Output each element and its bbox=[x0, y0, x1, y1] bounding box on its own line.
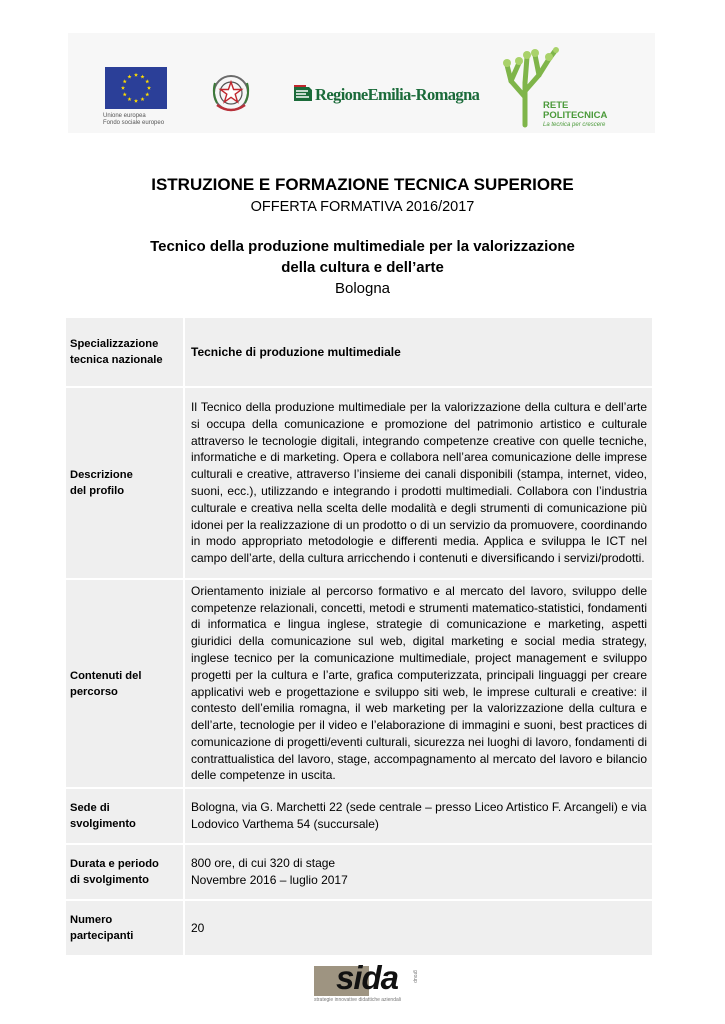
table-row bbox=[66, 845, 652, 899]
row-label-line-1: Durata e periodo bbox=[70, 858, 159, 870]
eu-star-icon bbox=[123, 92, 127, 96]
region-mark-icon bbox=[293, 85, 313, 103]
row-value bbox=[185, 789, 652, 843]
row-label bbox=[66, 388, 185, 578]
network-tagline: La tecnica per crescere bbox=[543, 122, 606, 128]
row-value-line-2: Lodovico Varthema 54 (succursale) bbox=[191, 817, 379, 831]
emblem-icon bbox=[208, 71, 254, 117]
table-row bbox=[66, 789, 652, 843]
eu-star-icon bbox=[145, 92, 149, 96]
eu-caption bbox=[103, 113, 173, 127]
row-value-line-1: 800 ore, di cui 320 di stage bbox=[191, 856, 336, 871]
eu-star-icon bbox=[127, 75, 131, 79]
network-name-line-1: RETE bbox=[543, 100, 569, 111]
eu-star-icon bbox=[123, 79, 127, 83]
row-label-line-2: partecipanti bbox=[70, 930, 134, 942]
network-name-line-2: POLITECNICA bbox=[543, 110, 608, 121]
row-label bbox=[66, 318, 185, 386]
row-label bbox=[66, 580, 185, 787]
row-label-line-1: Contenuti del bbox=[70, 669, 142, 682]
eu-star-icon bbox=[140, 97, 144, 101]
course-title-line-2: della cultura e dell’arte bbox=[281, 259, 444, 276]
eu-star-icon bbox=[140, 75, 144, 79]
eu-star-icon bbox=[145, 79, 149, 83]
table-row bbox=[66, 901, 652, 955]
row-label-line-2: tecnica nazionale bbox=[70, 354, 163, 366]
eu-star-icon bbox=[127, 97, 131, 101]
row-label bbox=[66, 789, 185, 843]
row-label bbox=[66, 845, 185, 899]
sida-logo bbox=[314, 959, 434, 1003]
eu-star-icon bbox=[121, 86, 125, 90]
regione-emilia-romagna-logo bbox=[293, 85, 480, 105]
sida-side-label: group bbox=[412, 970, 418, 983]
row-value-line-1: Bologna, via G. Marchetti 22 (sede centrale – presso Liceo Artistico F. Arcangeli) e via bbox=[191, 800, 647, 815]
row-label-line-1: Sede di bbox=[70, 802, 110, 814]
row-value: 20 bbox=[185, 901, 652, 955]
row-value bbox=[185, 845, 652, 899]
row-label-line-2: del profilo bbox=[70, 485, 125, 497]
row-value: Il Tecnico della produzione multimediale per la valorizzazione della cultura e dell’arte si occupa della comunicazione e promozione del patrimonio artistico e culturale attraverso le tecnologie digitali, integrando competenze creative con quelle tecniche, informatiche e di marketing. Opera e collabora nell’area comunicazione delle imprese culturali e creative, attraverso l’insieme dei canali disponibili (stampa, internet, video, suoni, ecc.), utilizzando e integrando i prodotti multimediali. Collabora con l’industria culturale e creativa nella scelta delle modalità e degli strumenti di comunicazione più idonei per la realizzazione di un prodotto o di un servizio da promuovere, coordinando in modo appropriato metodologie e differenti media. Applica e sviluppa le ICT nel campo dell’arte, della cultura arricchendo i contenuti e diversificando i servizi/prodotti. bbox=[185, 388, 652, 578]
course-city: Bologna bbox=[334, 280, 391, 297]
row-label bbox=[66, 901, 185, 955]
table-row bbox=[66, 580, 652, 787]
eu-star-icon bbox=[134, 73, 138, 77]
eu-flag-logo bbox=[105, 67, 167, 109]
sida-tagline: strategie innovative didattiche aziendali bbox=[314, 997, 401, 1003]
document-title: ISTRUZIONE E FORMAZIONE TECNICA SUPERIORE bbox=[151, 175, 574, 194]
row-label-line-2: di svolgimento bbox=[70, 874, 149, 886]
region-name: RegioneEmilia-Romagna bbox=[315, 85, 480, 104]
table-row bbox=[66, 388, 652, 578]
course-info-table bbox=[66, 316, 652, 957]
italian-republic-emblem bbox=[208, 71, 254, 117]
table-row bbox=[66, 318, 652, 386]
row-label-line-2: svolgimento bbox=[70, 818, 136, 830]
eu-star-icon bbox=[147, 86, 151, 90]
header-logos bbox=[68, 33, 655, 133]
row-value-line-2: Novembre 2016 – luglio 2017 bbox=[191, 873, 348, 887]
row-label-line-1: Descrizione bbox=[70, 469, 133, 481]
row-label-line-2: percorso bbox=[70, 685, 118, 698]
eu-caption-line-1: Unione europea bbox=[103, 113, 146, 119]
row-label-line-1: Numero bbox=[70, 914, 113, 926]
eu-star-icon bbox=[134, 99, 138, 103]
course-title-line-1: Tecnico della produzione multimediale per la valorizzazione bbox=[150, 238, 575, 255]
row-label-line-1: Specializzazione bbox=[70, 338, 159, 350]
eu-stars-icon bbox=[105, 67, 167, 109]
sida-brand: sida bbox=[336, 959, 399, 996]
row-value: Tecniche di produzione multimediale bbox=[185, 318, 652, 386]
row-value: Orientamento iniziale al percorso formativo e al mercato del lavoro, sviluppo delle competenze relazionali, concetti, metodi e strumenti matematico-statistici, fondamenti di informatica e lingua inglese, strategie di comunicazione e marketing, aspetti giuridici della comunicazione sul web, digital marketing e social media strategy, inglese tecnico per la comunicazione multimediale, project management e sviluppo progetti per la cultura e l’arte, grafica computerizzata, principali linguaggi per creare applicativi web e progettazione e sviluppo siti web, le imprese culturali e creative: il contesto dell’emilia romagna, il web marketing per la valorizzazione della cultura e dell’arte, tecnologie per il video e l’elaborazione di immagini e suoni, best practices di comunicazione di progetti/eventi culturali, sicurezza nei luoghi di lavoro, fondamenti di contrattualistica del lavoro, stage, accompagnamento al mercato del lavoro e bilancio delle competenze in uscita. bbox=[185, 580, 652, 787]
eu-caption-line-2: Fondo sociale europeo bbox=[103, 120, 165, 126]
document-subtitle: OFFERTA FORMATIVA 2016/2017 bbox=[250, 199, 475, 215]
